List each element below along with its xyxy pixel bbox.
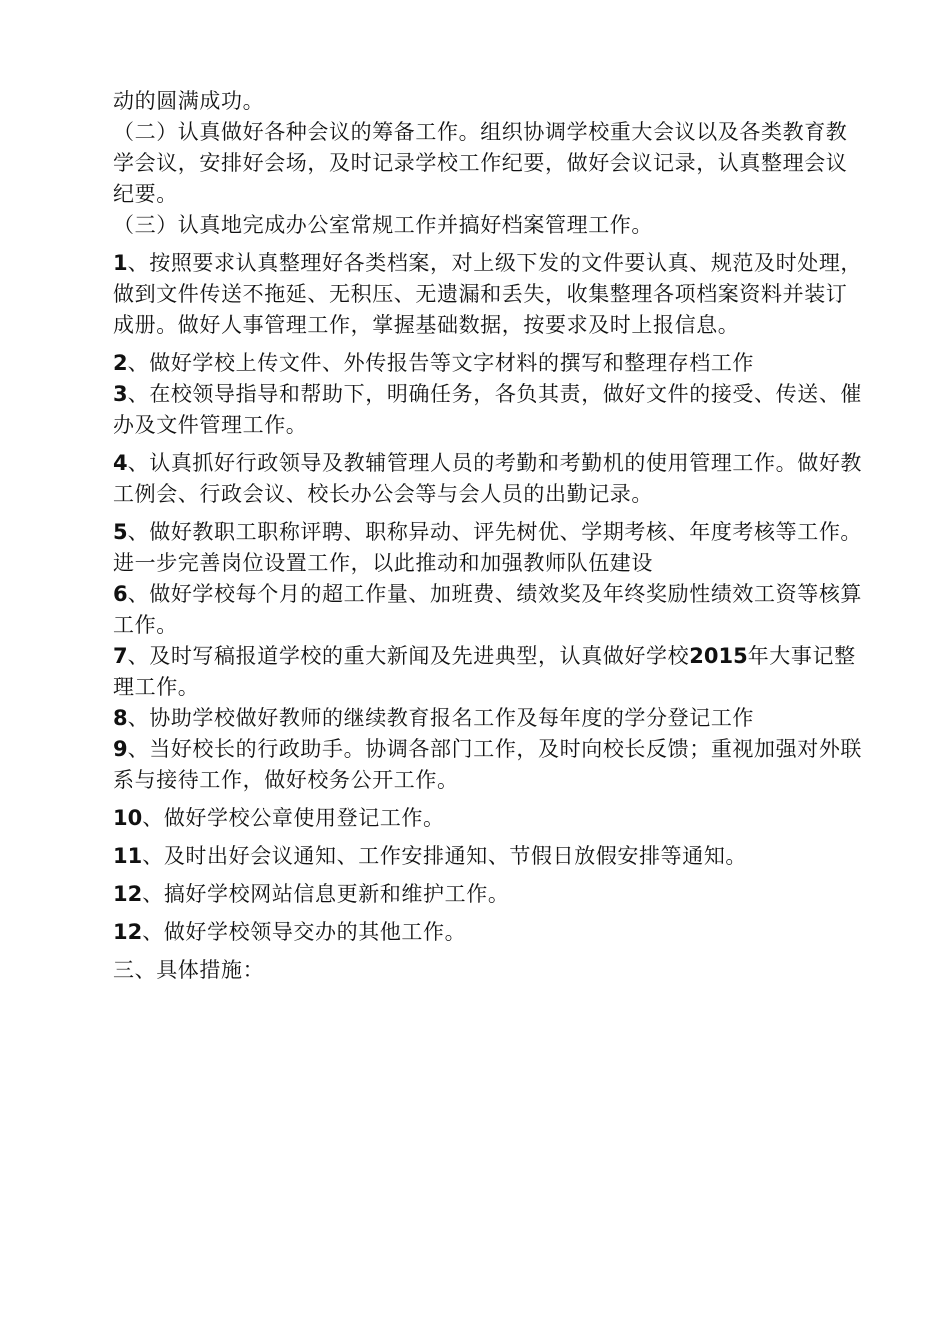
list-item-number: 9 <box>113 737 128 761</box>
list-item-number: 1 <box>113 251 128 275</box>
list-item-text: 、做好教职工职称评聘、职称异动、评先树优、学期考核、年度考核等工作。进一步完善岗位设置工作，以此推动和加强教师队伍建设 <box>113 520 863 575</box>
list-item-text: 、按照要求认真整理好各类档案，对上级下发的文件要认真、规范及时处理，做到文件传送不拖延、无积压、无遗漏和丢失，收集整理各项档案资料并装订成册。做好人事管理工作，掌握基础数据，按要求及时上报信息。 <box>113 251 863 337</box>
list-item-year: 2015 <box>689 644 748 668</box>
list-item-2 <box>113 348 865 379</box>
list-item-12-second <box>113 917 865 948</box>
list-item-text: 、做好学校每个月的超工作量、加班费、绩效奖及年终奖励性绩效工资等核算工作。 <box>113 582 863 637</box>
list-item-number: 12 <box>113 920 143 944</box>
list-item-text: 、做好学校领导交办的其他工作。 <box>142 920 467 944</box>
list-item-12 <box>113 879 865 910</box>
list-item-number: 12 <box>113 882 143 906</box>
list-item-text: 、当好校长的行政助手。协调各部门工作，及时向校长反馈；重视加强对外联系与接待工作，做好校务公开工作。 <box>113 737 863 792</box>
list-item-number: 6 <box>113 582 128 606</box>
list-item-3 <box>113 379 865 441</box>
list-item-7 <box>113 641 865 703</box>
list-item-number: 2 <box>113 351 128 375</box>
list-item-number: 11 <box>113 844 143 868</box>
list-item-number: 8 <box>113 706 128 730</box>
list-item-number: 3 <box>113 382 128 406</box>
list-item-text: 、协助学校做好教师的继续教育报名工作及每年度的学分登记工作 <box>127 706 755 730</box>
list-item-number: 7 <box>113 644 128 668</box>
list-item-10 <box>113 803 865 834</box>
section-heading-measures: 三、具体措施： <box>113 958 265 982</box>
list-item-11 <box>113 841 865 872</box>
list-item-6 <box>113 579 865 641</box>
list-item-9 <box>113 734 865 796</box>
list-item-number: 5 <box>113 520 128 544</box>
list-item-number: 4 <box>113 451 128 475</box>
list-item-5 <box>113 517 865 579</box>
paragraph-meeting-preparation: （二）认真做好各种会议的筹备工作。组织协调学校重大会议以及各类教育教学会议，安排好会场，及时记录学校工作纪要，做好会议记录，认真整理会议纪要。 <box>113 120 848 206</box>
list-item-text: 、及时出好会议通知、工作安排通知、节假日放假安排等通知。 <box>142 844 748 868</box>
list-item-text: 、及时写稿报道学校的重大新闻及先进典型，认真做好学校 <box>127 644 690 668</box>
list-item-4 <box>113 448 865 510</box>
list-item-1 <box>113 248 865 341</box>
list-item-text: 、认真抓好行政领导及教辅管理人员的考勤和考勤机的使用管理工作。做好教工例会、行政会议、校长办公会等与会人员的出勤记录。 <box>113 451 863 506</box>
paragraph-office-routine-heading: （三）认真地完成办公室常规工作并搞好档案管理工作。 <box>113 213 653 237</box>
list-item-text: 年大事记整理工作。 <box>113 644 856 699</box>
list-item-number: 10 <box>113 806 143 830</box>
paragraph-continuation: 动的圆满成功。 <box>113 89 265 113</box>
list-item-text: 、做好学校公章使用登记工作。 <box>142 806 445 830</box>
list-item-text: 、搞好学校网站信息更新和维护工作。 <box>142 882 510 906</box>
list-item-text: 、做好学校上传文件、外传报告等文字材料的撰写和整理存档工作 <box>127 351 755 375</box>
list-item-8 <box>113 703 865 734</box>
list-item-text: 、在校领导指导和帮助下，明确任务，各负其责，做好文件的接受、传送、催办及文件管理工作。 <box>113 382 863 437</box>
document-body <box>113 86 865 986</box>
